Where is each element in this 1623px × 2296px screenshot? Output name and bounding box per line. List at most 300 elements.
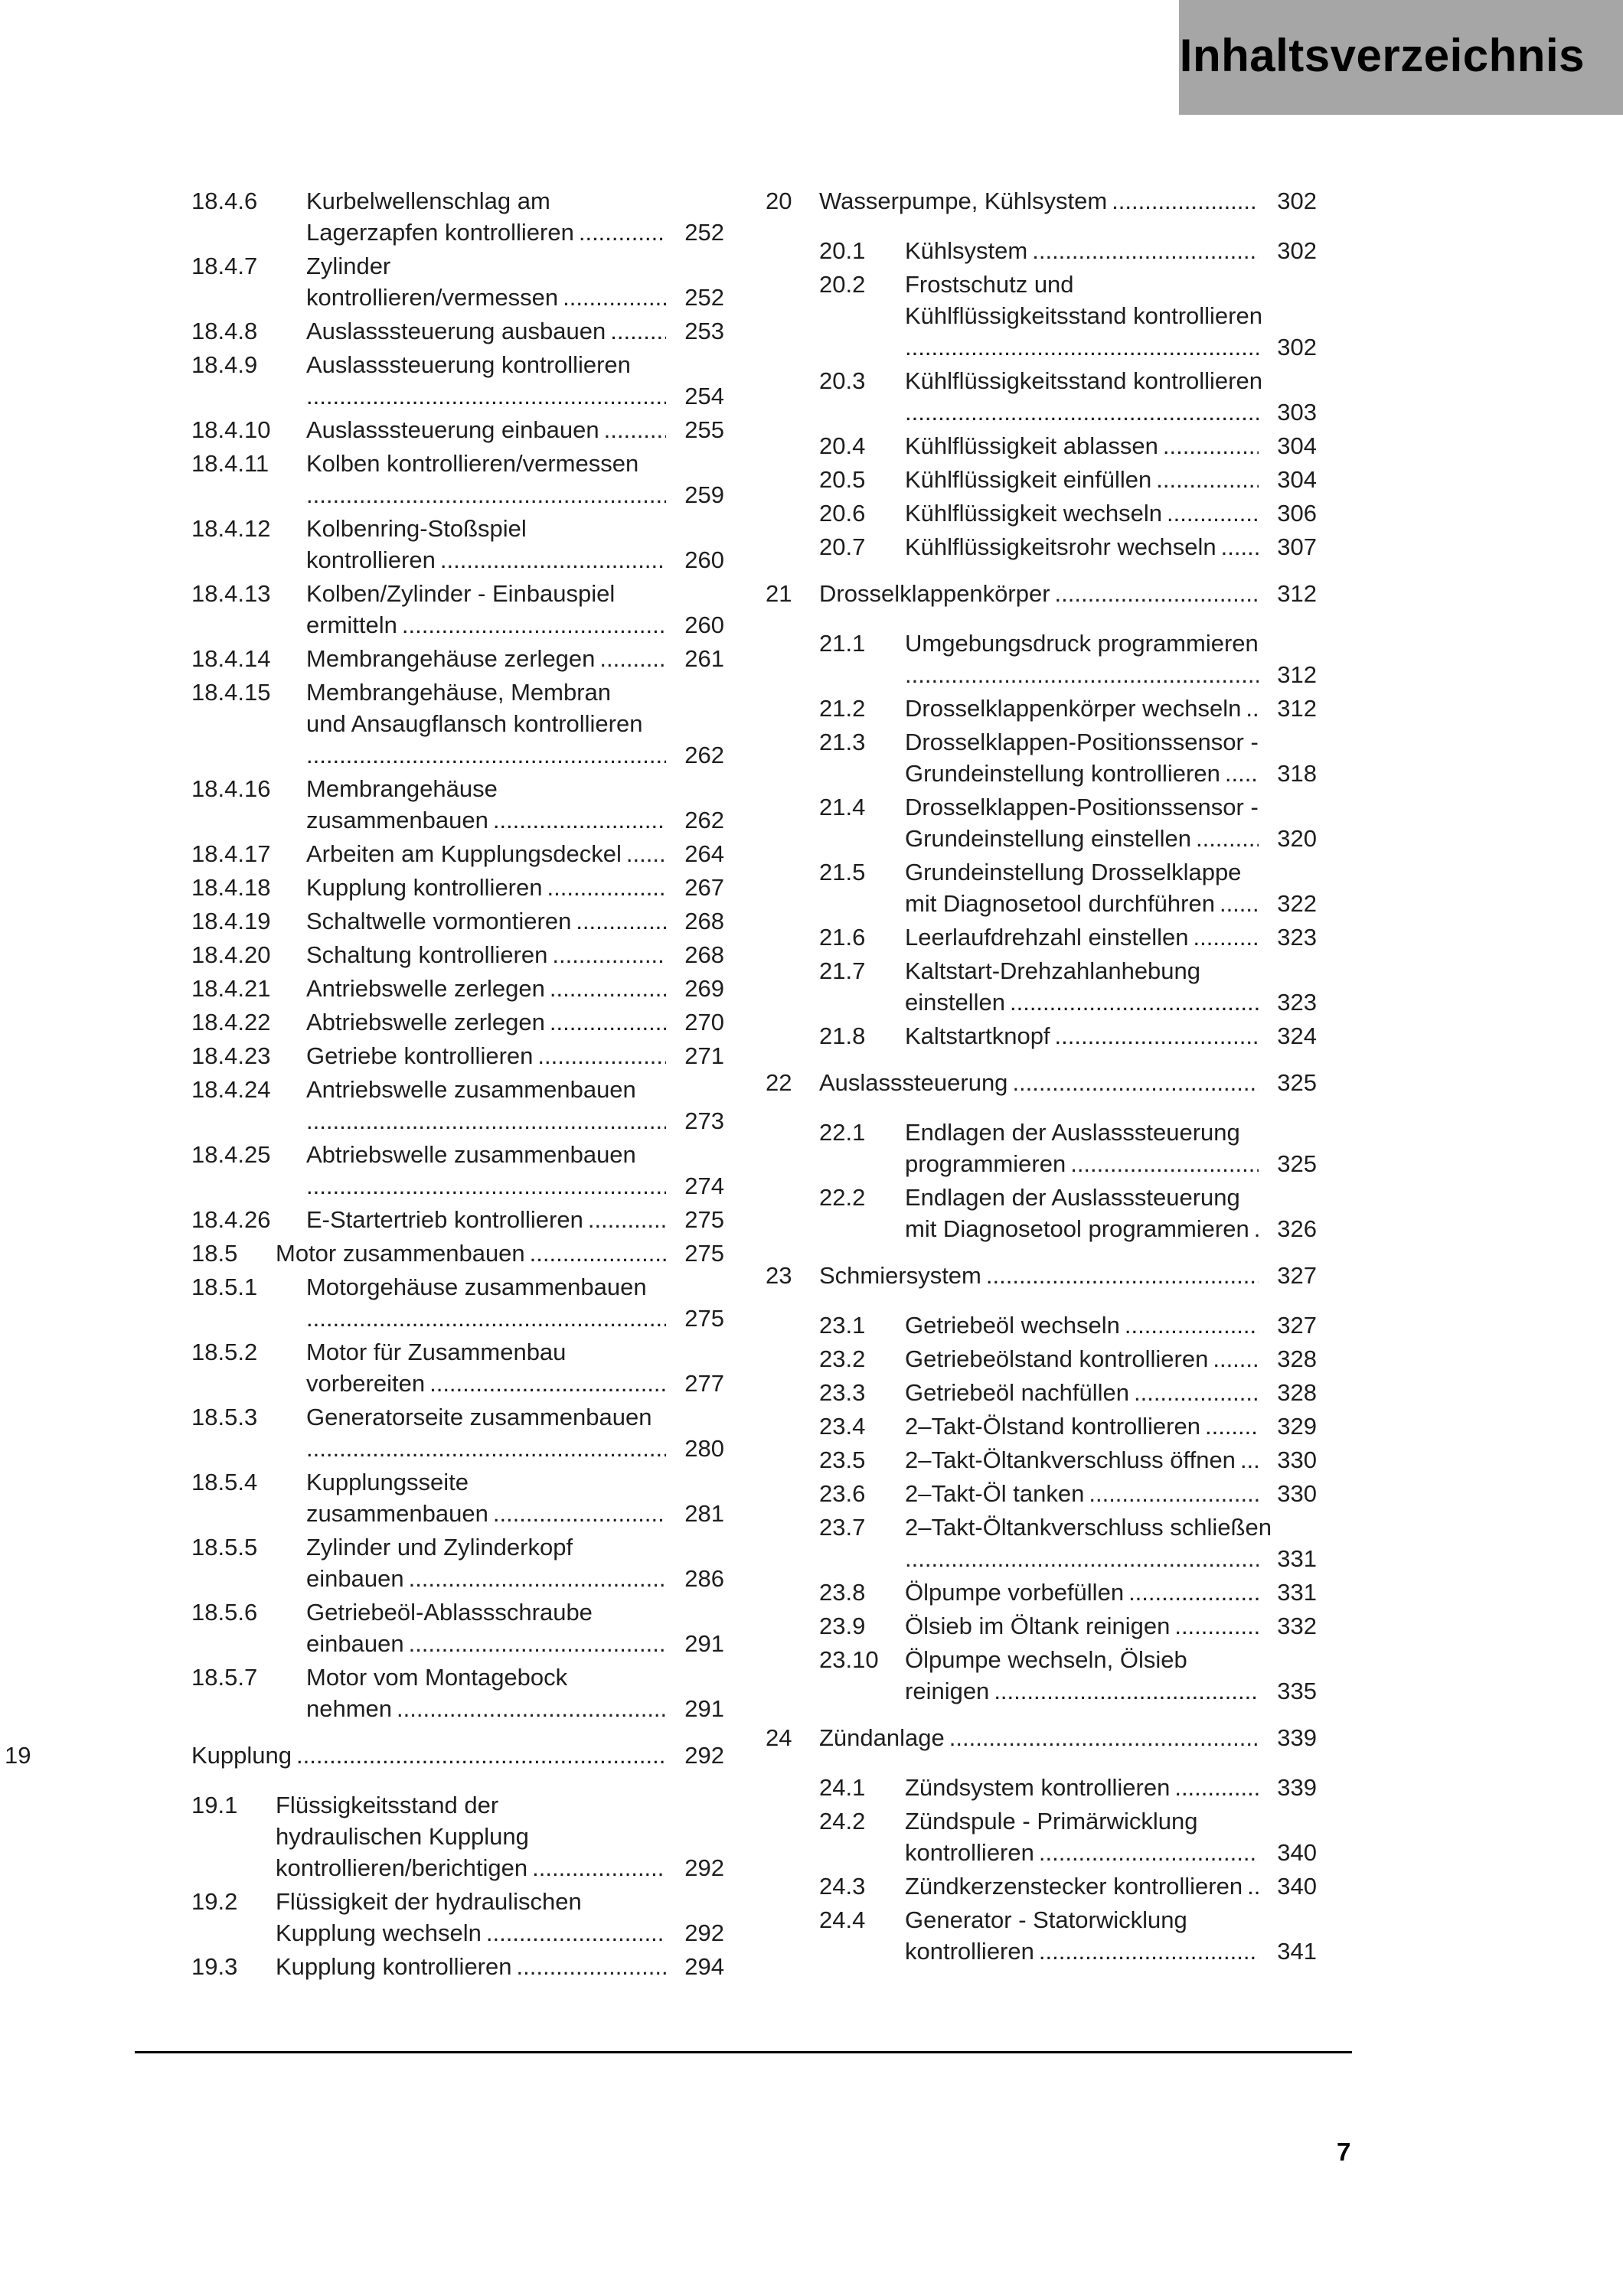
toc-chapter[interactable]	[766, 1722, 1317, 1753]
toc-entry-title: Kurbelwellenschlag am	[306, 188, 550, 214]
dot-leader	[306, 479, 666, 510]
toc-entry[interactable]	[136, 1951, 724, 1982]
toc-entry-page: 312	[1277, 695, 1317, 722]
toc-column-right	[766, 185, 1317, 1969]
toc-entry-page: 340	[1277, 1839, 1317, 1866]
toc-entry-title: Frostschutz und	[905, 271, 1074, 298]
toc-entry-page: 264	[684, 840, 724, 867]
toc-entry[interactable]	[136, 1006, 724, 1038]
toc-entry-title: Kühlsystem	[905, 237, 1028, 264]
toc-entry[interactable]	[766, 1182, 1317, 1244]
page-number: 7	[1337, 2138, 1351, 2166]
toc-entry-number: 18.4.13	[191, 580, 271, 607]
toc-entry-title: Auslasssteuerung kontrollieren	[306, 351, 631, 378]
toc-entry-number: 19.2	[191, 1888, 238, 1915]
toc-entry[interactable]	[766, 1644, 1317, 1707]
toc-entry-title: Schaltwelle vormontieren	[306, 908, 572, 934]
toc-entry-page: 340	[1277, 1873, 1317, 1900]
dot-leader	[905, 331, 1259, 363]
toc-entry-title: Kupplung kontrollieren	[276, 1953, 512, 1980]
toc-entry-number: 22	[766, 1069, 792, 1096]
toc-entry-number: 24.2	[819, 1808, 866, 1835]
toc-entry-title: Ölpumpe wechseln, Ölsieb	[905, 1646, 1187, 1673]
toc-entry-number: 21.5	[819, 859, 866, 885]
toc-entry[interactable]	[136, 973, 724, 1004]
toc-entry-page: 303	[1277, 399, 1317, 426]
toc-entry-page: 268	[684, 941, 724, 968]
toc-entry-title: kontrollieren/berichtigen	[276, 1854, 528, 1881]
dot-leader	[576, 905, 666, 937]
dot-leader	[409, 1563, 666, 1594]
toc-entry[interactable]	[136, 1040, 724, 1071]
toc-entry-title: Kühlflüssigkeitsstand kontrollieren	[905, 367, 1262, 394]
dot-leader	[517, 1951, 667, 1982]
toc-entry-number: 18.4.20	[191, 941, 271, 968]
toc-entry-number: 20.1	[819, 237, 866, 264]
toc-entry-page: 281	[684, 1500, 724, 1527]
toc-entry-number: 18.4.8	[191, 318, 258, 344]
toc-entry-number: 23.1	[819, 1312, 866, 1339]
toc-entry[interactable]	[136, 513, 724, 576]
toc-entry-page: 320	[1277, 825, 1317, 852]
toc-entry-page: 312	[1277, 661, 1317, 688]
toc-entry-title: 2–Takt-Öltankverschluss schließen	[905, 1514, 1272, 1541]
toc-entry-page: 286	[684, 1565, 724, 1592]
toc-entry[interactable]	[136, 349, 724, 412]
toc-entry-number: 24	[766, 1724, 792, 1751]
toc-entry-title: Kühlflüssigkeitsstand kontrollieren	[905, 302, 1262, 329]
toc-entry[interactable]	[136, 1074, 724, 1137]
toc-entry-title: Getriebeöl nachfüllen	[905, 1379, 1129, 1406]
toc-entry[interactable]	[136, 643, 724, 674]
toc-entry-page: 324	[1277, 1022, 1317, 1049]
toc-entry[interactable]	[136, 1531, 724, 1594]
toc-entry-page: 273	[684, 1107, 724, 1134]
toc-entry-page: 306	[1277, 500, 1317, 527]
toc-entry-page: 280	[684, 1435, 724, 1462]
toc-entry[interactable]	[766, 693, 1317, 724]
toc-entry-title: Kaltstartknopf	[905, 1022, 1050, 1049]
toc-entry[interactable]	[766, 1343, 1317, 1375]
toc-entry[interactable]	[766, 791, 1317, 854]
toc-entry[interactable]	[766, 1610, 1317, 1642]
dot-leader	[1240, 1444, 1259, 1476]
toc-entry-title: Ölsieb im Öltank reinigen	[905, 1613, 1171, 1639]
toc-entry-number: 23.6	[819, 1480, 866, 1507]
dot-leader	[1247, 1870, 1259, 1902]
toc-entry-number: 18.4.10	[191, 416, 271, 443]
dot-leader	[1039, 1837, 1259, 1868]
toc-entry-page: 275	[684, 1206, 724, 1233]
toc-entry-page: 260	[684, 612, 724, 638]
toc-entry-page: 254	[684, 383, 724, 409]
toc-entry[interactable]	[136, 1139, 724, 1202]
toc-entry[interactable]	[766, 1478, 1317, 1509]
toc-entry-page: 327	[1277, 1312, 1317, 1339]
dot-leader	[563, 282, 666, 313]
toc-entry-title: Abtriebswelle zerlegen	[306, 1009, 545, 1035]
toc-entry-title: Auslasssteuerung einbauen	[306, 416, 599, 443]
toc-entry-title: 2–Takt-Ölstand kontrollieren	[905, 1413, 1200, 1440]
toc-entry[interactable]	[766, 464, 1317, 495]
toc-entry-title: kontrollieren/vermessen	[306, 284, 559, 311]
toc-column-left	[5, 185, 724, 1985]
toc-entry-number: 18.4.9	[191, 351, 258, 378]
toc-entry-number: 18.4.11	[191, 450, 269, 477]
toc-entry[interactable]	[136, 1789, 724, 1883]
dot-leader	[1167, 497, 1259, 529]
toc-entry[interactable]	[766, 1904, 1317, 1967]
dot-leader	[905, 396, 1259, 428]
toc-entry[interactable]	[766, 1444, 1317, 1476]
toc-entry[interactable]	[766, 235, 1317, 266]
toc-entry[interactable]	[136, 1238, 724, 1269]
dot-leader	[1089, 1478, 1259, 1509]
toc-entry[interactable]	[136, 448, 724, 510]
toc-entry-title: reinigen	[905, 1678, 990, 1704]
dot-leader	[1055, 578, 1259, 609]
dot-leader	[1039, 1936, 1259, 1967]
toc-entry-page: 330	[1277, 1446, 1317, 1473]
dot-leader	[1196, 823, 1259, 854]
toc-entry-page: 335	[1277, 1678, 1317, 1704]
toc-entry-number: 23.5	[819, 1446, 866, 1473]
toc-entry-page: 275	[684, 1240, 724, 1267]
toc-entry-number: 19.3	[191, 1953, 238, 1980]
toc-entry[interactable]	[136, 1204, 724, 1235]
toc-entry-title: Membrangehäuse	[306, 775, 498, 802]
toc-entry[interactable]	[766, 628, 1317, 690]
toc-entry[interactable]	[766, 1870, 1317, 1902]
toc-entry[interactable]	[766, 1411, 1317, 1442]
toc-entry[interactable]	[766, 1805, 1317, 1868]
toc-entry-number: 22.2	[819, 1184, 866, 1211]
dot-leader	[905, 1543, 1259, 1574]
toc-entry-title: ermitteln	[306, 612, 397, 638]
toc-entry-page: 259	[684, 481, 724, 508]
dot-leader	[1032, 235, 1259, 266]
toc-entry-page: 322	[1277, 890, 1317, 917]
toc-entry-title: Kolben/Zylinder - Einbauspiel	[306, 580, 616, 607]
dot-leader	[532, 1852, 666, 1883]
toc-entry-number: 20.2	[819, 271, 866, 298]
toc-entry-number: 18.5.6	[191, 1599, 258, 1626]
toc-entry[interactable]	[136, 185, 724, 248]
toc-chapter[interactable]	[5, 1740, 724, 1771]
toc-entry[interactable]	[136, 578, 724, 641]
toc-entry-number: 18.5	[191, 1240, 238, 1267]
toc-entry-page: 267	[684, 874, 724, 901]
toc-entry-number: 18.4.23	[191, 1042, 271, 1069]
toc-entry-title: Flüssigkeit der hydraulischen	[276, 1888, 582, 1915]
toc-entry-number: 21.1	[819, 630, 866, 657]
toc-entry[interactable]	[766, 1512, 1317, 1574]
toc-entry-page: 339	[1277, 1724, 1317, 1751]
toc-entry-number: 18.5.7	[191, 1664, 258, 1691]
toc-entry-title: kontrollieren	[905, 1839, 1034, 1866]
toc-entry-page: 292	[684, 1742, 724, 1769]
toc-entry[interactable]	[136, 905, 724, 937]
dot-leader	[306, 1105, 666, 1137]
toc-entry-number: 18.5.4	[191, 1469, 258, 1495]
dot-leader	[905, 659, 1259, 690]
toc-entry[interactable]	[766, 921, 1317, 953]
dot-leader	[1125, 1309, 1259, 1341]
dot-leader	[1134, 1377, 1259, 1408]
toc-entry-number: 18.4.15	[191, 679, 271, 706]
dot-leader	[579, 217, 666, 248]
toc-entry-title: Schmiersystem	[819, 1262, 981, 1289]
toc-entry-title: Grundeinstellung Drosselklappe	[905, 859, 1242, 885]
toc-entry-page: 292	[684, 1854, 724, 1881]
toc-entry-title: Kupplungsseite	[306, 1469, 469, 1495]
dot-leader	[1174, 1610, 1259, 1642]
toc-entry-number: 24.4	[819, 1906, 866, 1933]
dot-leader	[1194, 921, 1259, 953]
toc-entry[interactable]	[766, 497, 1317, 529]
toc-entry[interactable]	[136, 1466, 724, 1529]
dot-leader	[306, 739, 666, 771]
toc-entry[interactable]	[136, 315, 724, 347]
toc-entry-number: 18.4.7	[191, 253, 258, 279]
footer-divider	[135, 2051, 1352, 2053]
dot-leader	[306, 380, 666, 412]
dot-leader	[1010, 987, 1259, 1018]
toc-entry-title: Antriebswelle zusammenbauen	[306, 1076, 636, 1103]
toc-entry-page: 341	[1277, 1938, 1317, 1965]
toc-entry[interactable]	[136, 414, 724, 445]
toc-entry-page: 252	[684, 219, 724, 246]
toc-entry[interactable]	[136, 1336, 724, 1399]
toc-entry-title: Abtriebswelle zusammenbauen	[306, 1141, 636, 1168]
toc-entry-page: 271	[684, 1042, 724, 1069]
toc-entry-number: 21	[766, 580, 792, 607]
toc-entry[interactable]	[136, 1662, 724, 1724]
toc-entry[interactable]	[766, 1577, 1317, 1608]
toc-entry-title: kontrollieren	[306, 546, 436, 573]
toc-entry[interactable]	[136, 1401, 724, 1464]
toc-entry[interactable]	[136, 1596, 724, 1659]
toc-entry-page: 307	[1277, 533, 1317, 560]
dot-leader	[1070, 1148, 1259, 1179]
toc-entry-page: 325	[1277, 1069, 1317, 1096]
toc-entry-page: 330	[1277, 1480, 1317, 1507]
toc-chapter[interactable]	[766, 185, 1317, 217]
toc-entry-page: 328	[1277, 1345, 1317, 1372]
toc-entry[interactable]	[136, 250, 724, 313]
toc-entry-page: 275	[684, 1305, 724, 1332]
toc-entry[interactable]	[766, 1309, 1317, 1341]
toc-entry-title: Kaltstart-Drehzahlanhebung	[905, 957, 1201, 984]
toc-entry-number: 18.4.19	[191, 908, 271, 934]
toc-entry-title: mit Diagnosetool durchführen	[905, 890, 1215, 917]
toc-entry-title: Drosselklappen-Positionssensor -	[905, 794, 1259, 820]
toc-entry-page: 291	[684, 1695, 724, 1722]
toc-entry-title: einbauen	[306, 1565, 404, 1592]
header-box	[1179, 0, 1623, 115]
toc-entry[interactable]	[766, 1377, 1317, 1408]
toc-entry-number: 18.4.18	[191, 874, 271, 901]
dot-leader	[547, 872, 667, 903]
toc-entry-page: 274	[684, 1172, 724, 1199]
toc-entry-title: Kühlflüssigkeit einfüllen	[905, 466, 1152, 493]
toc-entry-title: Grundeinstellung einstellen	[905, 825, 1191, 852]
toc-entry-number: 24.3	[819, 1873, 866, 1900]
toc-entry[interactable]	[766, 531, 1317, 563]
toc-entry[interactable]	[766, 430, 1317, 461]
toc-entry-title: Auslasssteuerung	[819, 1069, 1008, 1096]
toc-entry-title: Zündspule - Primärwicklung	[905, 1808, 1198, 1835]
toc-entry-number: 18.4.17	[191, 840, 271, 867]
toc-entry-title: nehmen	[306, 1695, 393, 1722]
toc-entry[interactable]	[766, 1020, 1317, 1052]
toc-entry-title: Kupplung kontrollieren	[306, 874, 543, 901]
toc-entry-page: 327	[1277, 1262, 1317, 1289]
toc-entry-title: Getriebe kontrollieren	[306, 1042, 534, 1069]
toc-entry[interactable]	[766, 365, 1317, 428]
dot-leader	[530, 1238, 666, 1269]
toc-entry-number: 20.3	[819, 367, 866, 394]
toc-entry-title: Generatorseite zusammenbauen	[306, 1404, 652, 1430]
toc-entry-number: 19.1	[191, 1792, 238, 1818]
toc-entry-page: 252	[684, 284, 724, 311]
toc-entry-number: 21.4	[819, 794, 866, 820]
toc-entry[interactable]	[136, 939, 724, 970]
dot-leader	[1128, 1577, 1259, 1608]
dot-leader	[306, 1433, 666, 1464]
toc-entry-number: 24.1	[819, 1774, 866, 1801]
toc-entry-number: 22.1	[819, 1119, 866, 1146]
toc-entry-number: 18.4.22	[191, 1009, 271, 1035]
toc-entry[interactable]	[766, 269, 1317, 363]
dot-leader	[1220, 888, 1259, 919]
toc-entry-title: Kühlflüssigkeit wechseln	[905, 500, 1163, 527]
toc-entry-title: 2–Takt-Öl tanken	[905, 1480, 1085, 1507]
toc-entry-number: 20.6	[819, 500, 866, 527]
toc-entry-title: Kolben kontrollieren/vermessen	[306, 450, 639, 477]
toc-entry-number: 18.4.24	[191, 1076, 271, 1103]
toc-entry-title: Drosselklappenkörper	[819, 580, 1050, 607]
toc-entry-title: Kühlflüssigkeit ablassen	[905, 432, 1158, 459]
dot-leader	[550, 1006, 666, 1038]
toc-entry-title: Membrangehäuse, Membran	[306, 679, 612, 706]
toc-entry-page: 262	[684, 807, 724, 833]
toc-entry-title: und Ansaugflansch kontrollieren	[306, 710, 643, 737]
toc-entry-number: 23.9	[819, 1613, 866, 1639]
toc-entry[interactable]	[136, 1271, 724, 1334]
toc-entry-number: 21.2	[819, 695, 866, 722]
toc-entry-page: 255	[684, 416, 724, 443]
toc-entry-title: kontrollieren	[905, 1938, 1034, 1965]
dot-leader	[1205, 1411, 1259, 1442]
dot-leader	[1221, 531, 1259, 563]
toc-entry-number: 21.8	[819, 1022, 866, 1049]
toc-entry[interactable]	[766, 1772, 1317, 1803]
toc-entry-number: 20.5	[819, 466, 866, 493]
toc-entry-title: Flüssigkeitsstand der	[276, 1792, 499, 1818]
toc-entry-page: 302	[1277, 237, 1317, 264]
toc-entry-title: Zündanlage	[819, 1724, 945, 1751]
dot-leader	[296, 1740, 666, 1771]
toc-entry-title: Lagerzapfen kontrollieren	[306, 219, 574, 246]
dot-leader	[306, 1170, 666, 1202]
toc-entry-number: 18.4.25	[191, 1141, 271, 1168]
toc-entry-page: 323	[1277, 989, 1317, 1016]
toc-entry-page: 269	[684, 975, 724, 1002]
dot-leader	[429, 1368, 666, 1399]
toc-entry-page: 270	[684, 1009, 724, 1035]
toc-entry-number: 23.10	[819, 1646, 879, 1673]
dot-leader	[550, 973, 666, 1004]
toc-entry-page: 325	[1277, 1150, 1317, 1177]
toc-entry-number: 23	[766, 1262, 792, 1289]
toc-entry[interactable]	[766, 856, 1317, 919]
toc-entry-page: 302	[1277, 334, 1317, 360]
toc-entry-number: 23.4	[819, 1413, 866, 1440]
dot-leader	[1174, 1772, 1259, 1803]
toc-entry-page: 277	[684, 1370, 724, 1397]
toc-entry-title: Zündkerzenstecker kontrollieren	[905, 1873, 1243, 1900]
toc-entry-title: einbauen	[306, 1630, 404, 1657]
toc-entry-page: 268	[684, 908, 724, 934]
dot-leader	[1254, 1213, 1259, 1244]
toc-entry-title: mit Diagnosetool programmieren	[905, 1215, 1249, 1242]
toc-entry-title: Kupplung	[191, 1742, 292, 1769]
toc-entry[interactable]	[136, 1886, 724, 1949]
toc-entry-title: Zündsystem kontrollieren	[905, 1774, 1171, 1801]
toc-entry-title: Antriebswelle zerlegen	[306, 975, 545, 1002]
toc-entry-number: 18.5.5	[191, 1534, 258, 1561]
toc-entry-number: 18.4.12	[191, 515, 271, 542]
toc-entry-number: 23.3	[819, 1379, 866, 1406]
toc-entry-title: 2–Takt-Öltankverschluss öffnen	[905, 1446, 1236, 1473]
toc-entry-number: 23.2	[819, 1345, 866, 1372]
dot-leader	[1213, 1343, 1259, 1375]
toc-entry[interactable]	[766, 1117, 1317, 1179]
dot-leader	[493, 804, 666, 836]
toc-entry-title: programmieren	[905, 1150, 1066, 1177]
toc-entry-number: 18.4.26	[191, 1206, 271, 1233]
toc-entry-page: 304	[1277, 432, 1317, 459]
toc-entry-number: 18.4.14	[191, 645, 271, 672]
dot-leader	[306, 1303, 666, 1334]
toc-entry-title: Kühlflüssigkeitsrohr wechseln	[905, 533, 1216, 560]
toc-entry[interactable]	[766, 955, 1317, 1018]
toc-chapter[interactable]	[766, 1067, 1317, 1098]
toc-entry-page: 326	[1277, 1215, 1317, 1242]
dot-leader	[1055, 1020, 1259, 1052]
toc-entry[interactable]	[136, 872, 724, 903]
dot-leader	[1156, 464, 1259, 495]
toc-entry[interactable]	[136, 773, 724, 836]
toc-entry[interactable]	[766, 726, 1317, 789]
toc-entry-number: 23.8	[819, 1579, 866, 1606]
toc-entry-title: Motor vom Montagebock	[306, 1664, 568, 1691]
toc-entry-number: 19	[5, 1742, 31, 1769]
toc-entry-title: Arbeiten am Kupplungsdeckel	[306, 840, 622, 867]
dot-leader	[994, 1675, 1259, 1707]
toc-entry[interactable]	[136, 838, 724, 869]
dot-leader	[604, 414, 666, 445]
toc-entry[interactable]	[136, 677, 724, 771]
toc-entry-page: 291	[684, 1630, 724, 1657]
toc-chapter[interactable]	[766, 578, 1317, 609]
toc-entry-number: 21.3	[819, 729, 866, 755]
dot-leader	[537, 1040, 666, 1071]
toc-entry-title: Endlagen der Auslasssteuerung	[905, 1184, 1240, 1211]
toc-entry-number: 18.4.6	[191, 188, 258, 214]
toc-chapter[interactable]	[766, 1260, 1317, 1291]
